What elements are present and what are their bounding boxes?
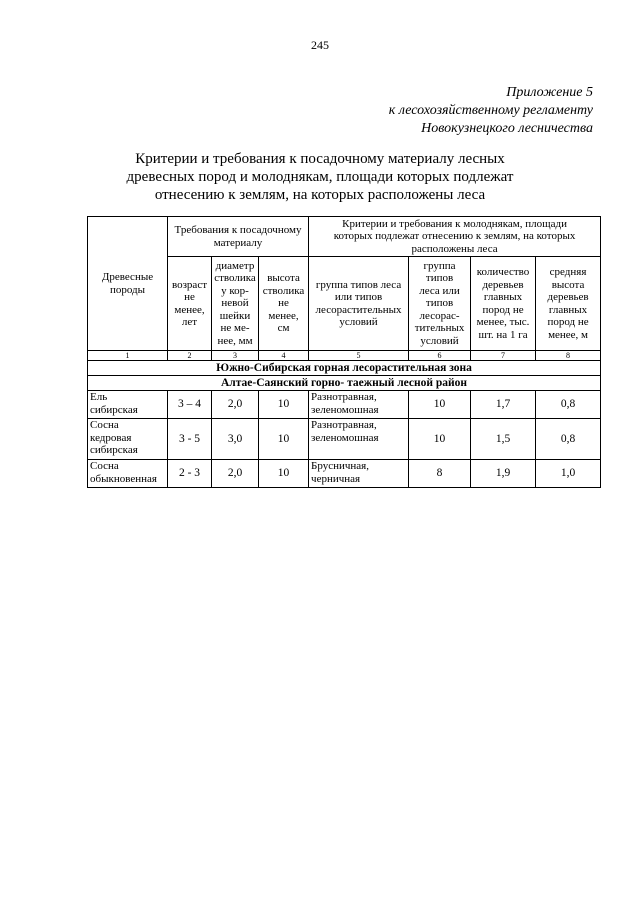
height-cell: 10 [259, 391, 309, 419]
header-species: Древесные породы [88, 217, 168, 351]
page-number: 245 [311, 38, 329, 52]
height-cell: 10 [259, 419, 309, 460]
age-cell: 2 - 3 [168, 460, 212, 488]
diameter-cell: 2,0 [212, 391, 259, 419]
column-number: 3 [212, 351, 259, 361]
column-number: 1 [88, 351, 168, 361]
forest-group-cell: Разнотравная, зеленомошная [309, 391, 409, 419]
average-height-cell: 0,8 [536, 391, 601, 419]
average-height-cell: 1,0 [536, 460, 601, 488]
column-number: 2 [168, 351, 212, 361]
region-heading: Алтае-Саянский горно- таежный лесной район [88, 376, 601, 391]
diameter-cell: 2,0 [212, 460, 259, 488]
tree-count-cell: 1,9 [471, 460, 536, 488]
average-height-cell: 0,8 [536, 419, 601, 460]
title-line: древесных пород и молоднякам, площади которых подлежат [126, 169, 514, 185]
diameter-cell: 3,0 [212, 419, 259, 460]
header-age: возраст не менее, лет [168, 257, 212, 351]
height-cell: 10 [259, 460, 309, 488]
appendix-line: Новокузнецкого лесничества [421, 121, 593, 136]
species-cell: Ель сибирская [88, 391, 168, 419]
group-number-cell: 10 [409, 391, 471, 419]
tree-count-cell: 1,5 [471, 419, 536, 460]
age-cell: 3 – 4 [168, 391, 212, 419]
group-number-cell: 8 [409, 460, 471, 488]
table-row [88, 391, 601, 419]
column-number-row [88, 351, 601, 361]
header-group-number: группа типов леса или типов лесорас- тительных условий [409, 257, 471, 351]
forest-group-cell: Разнотравная, зеленомошная [309, 419, 409, 460]
header-forest-type-group: группа типов леса или типов лесорастительных условий [309, 257, 409, 351]
header-average-height: средняя высота деревьев главных пород не менее, м [536, 257, 601, 351]
column-number: 8 [536, 351, 601, 361]
title-line: отнесению к землям, на которых расположены леса [154, 187, 486, 203]
species-cell: Сосна кедровая сибирская [88, 419, 168, 460]
tree-count-cell: 1,7 [471, 391, 536, 419]
appendix-line: Приложение 5 [506, 85, 593, 100]
column-number: 6 [409, 351, 471, 361]
header-tree-count: количество деревьев главных пород не менее, тыс. шт. на 1 га [471, 257, 536, 351]
header-diameter: диаметр стволика у кор- невой шейки не ме- нее, мм [212, 257, 259, 351]
species-cell: Сосна обыкновенная [88, 460, 168, 488]
appendix-line: к лесохозяйственному регламенту [388, 103, 593, 118]
column-number: 7 [471, 351, 536, 361]
header-young-stands: Критерии и требования к молоднякам, площади которых подлежат отнесению к землям, на которых расположены леса [309, 217, 601, 257]
appendix-reference [389, 84, 593, 138]
column-number: 5 [309, 351, 409, 361]
column-number: 4 [259, 351, 309, 361]
group-number-cell: 10 [409, 419, 471, 460]
document-title [0, 150, 640, 204]
table-row [88, 460, 601, 488]
table-row [88, 419, 601, 460]
forest-group-cell: Брусничная, черничная [309, 460, 409, 488]
age-cell: 3 - 5 [168, 419, 212, 460]
zone-heading: Южно-Сибирская горная лесорастительная зона [88, 361, 601, 376]
header-planting-material: Требования к посадочному материалу [168, 217, 309, 257]
title-line: Критерии и требования к посадочному материалу лесных [135, 151, 505, 167]
header-height: высота стволика не менее, см [259, 257, 309, 351]
criteria-table [87, 216, 601, 488]
